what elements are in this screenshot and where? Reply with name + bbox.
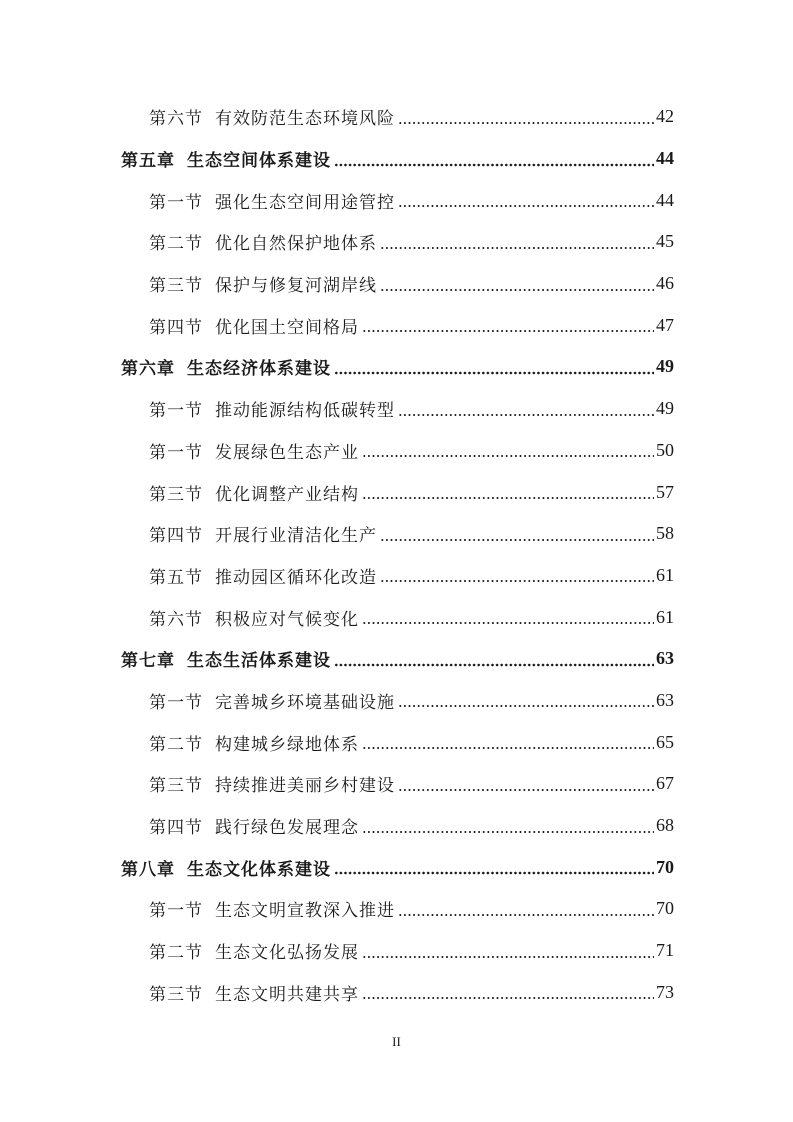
toc-entry-number: 第四节 <box>149 818 203 839</box>
toc-section-entry[interactable] <box>0 471 793 513</box>
toc-entry-number: 第一节 <box>149 901 203 922</box>
toc-entry-title: 开展行业清洁化生产 <box>215 526 377 547</box>
toc-entry-title: 优化国土空间格局 <box>215 317 359 338</box>
toc-entry-page: 71 <box>656 940 674 961</box>
toc-entry-title: 生态文化弘扬发展 <box>215 943 359 964</box>
toc-entry-label <box>149 271 377 296</box>
toc-section-entry[interactable] <box>0 680 793 722</box>
toc-entry-number: 第一节 <box>149 442 203 463</box>
toc-entry-number: 第四节 <box>149 317 203 338</box>
toc-entry-number: 第三节 <box>149 276 203 297</box>
toc-entry-page: 61 <box>656 564 674 585</box>
table-of-contents <box>0 96 793 1013</box>
toc-entry-label <box>149 438 359 463</box>
toc-entry-number: 第一节 <box>149 401 203 422</box>
dot-leader <box>380 288 654 292</box>
toc-entry-title: 优化调整产业结构 <box>215 484 359 505</box>
dot-leader <box>362 621 654 625</box>
toc-entry-title: 生态文化体系建设 <box>187 859 331 880</box>
toc-entry-page: 63 <box>656 648 674 669</box>
toc-entry-title: 构建城乡绿地体系 <box>215 734 359 755</box>
toc-entry-title: 有效防范生态环境风险 <box>215 109 395 130</box>
dot-leader <box>362 329 654 333</box>
toc-entry-number: 第六章 <box>121 359 175 380</box>
toc-chapter-entry[interactable] <box>0 846 793 888</box>
toc-entry-number: 第二节 <box>149 234 203 255</box>
dot-leader <box>362 454 654 458</box>
toc-entry-page: 46 <box>656 273 674 294</box>
toc-chapter-entry[interactable] <box>0 138 793 180</box>
toc-entry-label <box>149 605 359 630</box>
dot-leader <box>334 871 654 875</box>
toc-section-entry[interactable] <box>0 96 793 138</box>
toc-entry-label <box>149 730 359 755</box>
toc-entry-label <box>149 521 377 546</box>
toc-section-entry[interactable] <box>0 596 793 638</box>
toc-entry-page: 70 <box>656 856 674 877</box>
toc-entry-page: 50 <box>656 439 674 460</box>
page-number: II <box>392 1034 401 1049</box>
toc-entry-label <box>121 146 331 171</box>
toc-entry-number: 第二节 <box>149 734 203 755</box>
toc-entry-page: 67 <box>656 773 674 794</box>
toc-section-entry[interactable] <box>0 555 793 597</box>
toc-entry-number: 第二节 <box>149 943 203 964</box>
toc-entry-label <box>149 396 395 421</box>
dot-leader <box>334 663 654 667</box>
toc-entry-title: 生态空间体系建设 <box>187 151 331 172</box>
dot-leader <box>398 788 654 792</box>
toc-entry-number: 第五章 <box>121 151 175 172</box>
toc-entry-title: 优化自然保护地体系 <box>215 234 377 255</box>
toc-entry-title: 生态文明宣教深入推进 <box>215 901 395 922</box>
dot-leader <box>362 996 654 1000</box>
toc-entry-label <box>149 313 359 338</box>
toc-entry-label <box>149 480 359 505</box>
toc-entry-number: 第三节 <box>149 776 203 797</box>
toc-entry-label <box>149 938 359 963</box>
toc-entry-page: 42 <box>656 106 674 127</box>
toc-entry-title: 强化生态空间用途管控 <box>215 192 395 213</box>
toc-entry-number: 第三节 <box>149 984 203 1005</box>
toc-entry-title: 践行绿色发展理念 <box>215 818 359 839</box>
dot-leader <box>398 204 654 208</box>
toc-entry-title: 保护与修复河湖岸线 <box>215 276 377 297</box>
toc-entry-label <box>149 563 377 588</box>
toc-entry-title: 生态文明共建共享 <box>215 984 359 1005</box>
toc-entry-number: 第六节 <box>149 609 203 630</box>
toc-entry-title: 完善城乡环境基础设施 <box>215 692 395 713</box>
toc-section-entry[interactable] <box>0 263 793 305</box>
dot-leader <box>362 496 654 500</box>
dot-leader <box>362 955 654 959</box>
toc-entry-number: 第八章 <box>121 859 175 880</box>
dot-leader <box>362 830 654 834</box>
toc-entry-number: 第七章 <box>121 651 175 672</box>
toc-section-entry[interactable] <box>0 805 793 847</box>
toc-section-entry[interactable] <box>0 388 793 430</box>
toc-entry-page: 45 <box>656 231 674 252</box>
toc-entry-label <box>121 855 331 880</box>
toc-entry-title: 生态经济体系建设 <box>187 359 331 380</box>
toc-entry-label <box>149 188 395 213</box>
toc-section-entry[interactable] <box>0 179 793 221</box>
dot-leader <box>398 413 654 417</box>
dot-leader <box>334 371 654 375</box>
toc-section-entry[interactable] <box>0 304 793 346</box>
toc-entry-label <box>149 980 359 1005</box>
dot-leader <box>380 246 654 250</box>
toc-entry-title: 推动能源结构低碳转型 <box>215 401 395 422</box>
toc-section-entry[interactable] <box>0 430 793 472</box>
toc-entry-number: 第三节 <box>149 484 203 505</box>
toc-entry-page: 58 <box>656 523 674 544</box>
dot-leader <box>380 538 654 542</box>
dot-leader <box>398 704 654 708</box>
toc-entry-title: 推动园区循环化改造 <box>215 567 377 588</box>
toc-entry-label <box>149 771 395 796</box>
toc-entry-label <box>149 229 377 254</box>
toc-entry-title: 持续推进美丽乡村建设 <box>215 776 395 797</box>
toc-entry-page: 68 <box>656 815 674 836</box>
toc-entry-label <box>149 688 395 713</box>
dot-leader <box>380 579 654 583</box>
dot-leader <box>398 913 654 917</box>
toc-entry-page: 49 <box>656 398 674 419</box>
toc-entry-page: 61 <box>656 606 674 627</box>
toc-entry-number: 第一节 <box>149 692 203 713</box>
toc-section-entry[interactable] <box>0 930 793 972</box>
toc-section-entry[interactable] <box>0 971 793 1013</box>
toc-entry-page: 70 <box>656 898 674 919</box>
toc-entry-label <box>121 646 331 671</box>
dot-leader <box>398 121 654 125</box>
toc-section-entry[interactable] <box>0 888 793 930</box>
toc-entry-title: 积极应对气候变化 <box>215 609 359 630</box>
toc-entry-page: 65 <box>656 731 674 752</box>
toc-section-entry[interactable] <box>0 513 793 555</box>
toc-entry-page: 44 <box>656 189 674 210</box>
toc-entry-label <box>149 104 395 129</box>
toc-section-entry[interactable] <box>0 721 793 763</box>
toc-entry-page: 49 <box>656 356 674 377</box>
toc-entry-label <box>149 896 395 921</box>
toc-entry-page: 73 <box>656 981 674 1002</box>
toc-chapter-entry[interactable] <box>0 346 793 388</box>
toc-entry-page: 44 <box>656 148 674 169</box>
toc-entry-number: 第一节 <box>149 192 203 213</box>
toc-entry-page: 47 <box>656 314 674 335</box>
dot-leader <box>362 746 654 750</box>
toc-entry-page: 63 <box>656 689 674 710</box>
toc-entry-label <box>121 354 331 379</box>
toc-chapter-entry[interactable] <box>0 638 793 680</box>
toc-entry-number: 第五节 <box>149 567 203 588</box>
toc-entry-number: 第四节 <box>149 526 203 547</box>
toc-entry-title: 发展绿色生态产业 <box>215 442 359 463</box>
dot-leader <box>334 163 654 167</box>
toc-section-entry[interactable] <box>0 763 793 805</box>
toc-entry-title: 生态生活体系建设 <box>187 651 331 672</box>
toc-section-entry[interactable] <box>0 221 793 263</box>
toc-entry-page: 57 <box>656 481 674 502</box>
toc-entry-label <box>149 813 359 838</box>
toc-entry-number: 第六节 <box>149 109 203 130</box>
